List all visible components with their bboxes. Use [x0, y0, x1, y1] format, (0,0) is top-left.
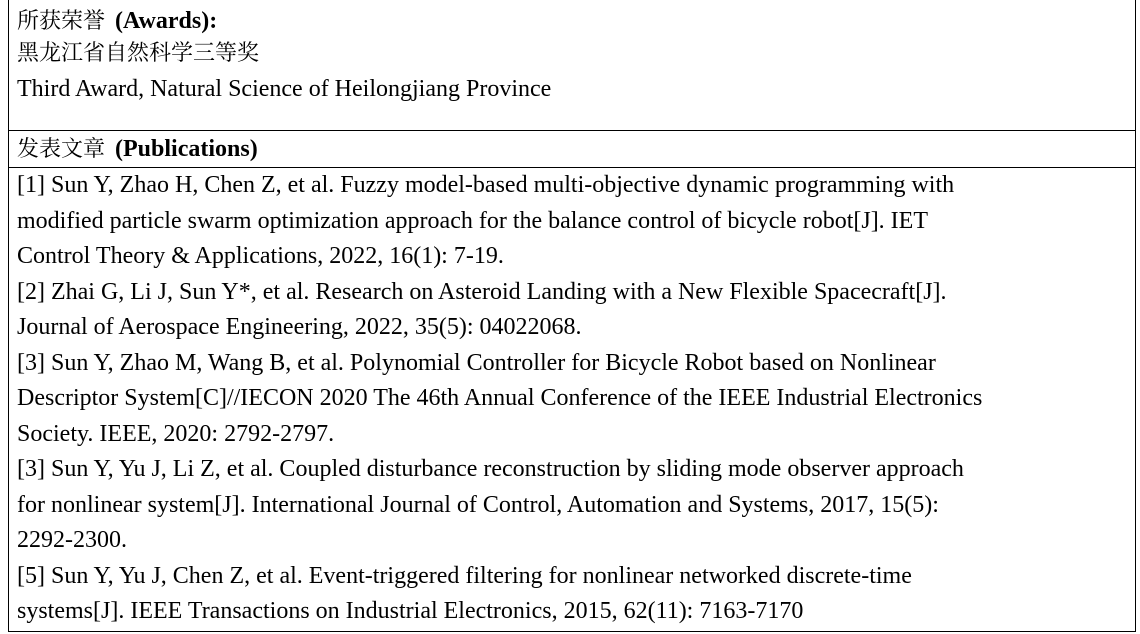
publication-line: [2] Zhai G, Li J, Sun Y*, et al. Research on Asteroid Landing with a New Flexible Spacecraft[J].: [17, 278, 947, 305]
awards-heading-en: (Awards):: [115, 8, 218, 34]
awards-section: [9, 0, 1135, 130]
award-line-cn: 黑龙江省自然科学三等奖: [17, 41, 260, 66]
publications-heading-en: (Publications): [115, 136, 258, 162]
publications-section: [9, 167, 1135, 632]
publication-line: Journal of Aerospace Engineering, 2022, 35(5): 04022068.: [17, 314, 582, 340]
awards-heading-cn: 所获荣誉: [17, 9, 106, 34]
publications-heading: [17, 131, 1127, 164]
publication-line: [5] Sun Y, Yu J, Chen Z, et al. Event-triggered filtering for nonlinear networked discrete-time: [17, 562, 912, 589]
publication-line: Control Theory & Applications, 2022, 16(1): 7-19.: [17, 243, 504, 269]
publication-line: Society. IEEE, 2020: 2792-2797.: [17, 420, 335, 447]
publication-line: Descriptor System[C]//IECON 2020 The 46th Annual Conference of the IEEE Industrial Electronics: [17, 385, 983, 411]
publication-line: [3] Sun Y, Yu J, Li Z, et al. Coupled disturbance reconstruction by sliding mode observer approach: [17, 456, 964, 482]
publication-line: for nonlinear system[J]. International Journal of Control, Automation and Systems, 2017, 15(5):: [17, 491, 939, 518]
resume-table: [8, 0, 1136, 632]
publication-line: modified particle swarm optimization approach for the balance control of bicycle robot[J]. IET: [17, 207, 928, 234]
publication-list: [9, 168, 1135, 630]
award-line-en: Third Award, Natural Science of Heilongjiang Province: [17, 75, 552, 102]
publications-heading-cn: 发表文章: [17, 137, 106, 162]
publication-line: 2292-2300.: [17, 527, 127, 553]
awards-heading: [17, 0, 1127, 36]
publications-header: [9, 130, 1135, 167]
publication-line: [1] Sun Y, Zhao H, Chen Z, et al. Fuzzy model-based multi-objective dynamic programming with: [17, 172, 955, 198]
publication-line: systems[J]. IEEE Transactions on Industrial Electronics, 2015, 62(11): 7163-7170: [17, 598, 804, 624]
publication-line: [3] Sun Y, Zhao M, Wang B, et al. Polynomial Controller for Bicycle Robot based on Nonlinear: [17, 349, 936, 376]
